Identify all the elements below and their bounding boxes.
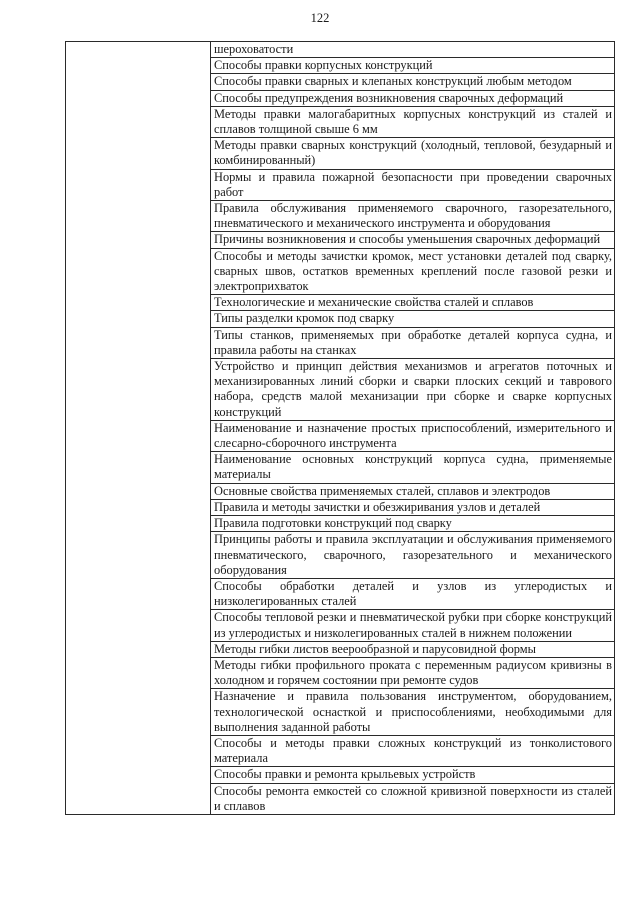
knowledge-item: Нормы и правила пожарной безопасности при проведении сварочных работ: [211, 169, 615, 200]
knowledge-item: Правила подготовки конструкций под сварку: [211, 516, 615, 532]
knowledge-item: Причины возникновения и способы уменьшения сварочных деформаций: [211, 232, 615, 248]
knowledge-item: Устройство и принцип действия механизмов и агрегатов поточных и механизированных линий сборки и сварки плоских секций и таврового набора, средств малой механизации при сборке и сварке корпусных конструкций: [211, 359, 615, 421]
knowledge-item: Назначение и правила пользования инструментом, оборудованием, технологической оснасткой и приспособлениями, необходимыми для выполнения заданной работы: [211, 689, 615, 736]
requirements-table: [65, 41, 615, 815]
knowledge-item: Способы правки и ремонта крыльевых устройств: [211, 767, 615, 783]
knowledge-item: Методы правки сварных конструкций (холодный, тепловой, безударный и комбинированный): [211, 138, 615, 169]
knowledge-item: Принципы работы и правила эксплуатации и обслуживания применяемого пневматического, сварочного, газорезательного и механического оборудования: [211, 532, 615, 579]
knowledge-item: Правила и методы зачистки и обезжиривания узлов и деталей: [211, 499, 615, 515]
knowledge-item: Наименование основных конструкций корпуса судна, применяемые материалы: [211, 452, 615, 483]
empty-left-cell: [66, 42, 211, 815]
knowledge-item: Наименование и назначение простых приспособлений, измерительного и слесарно-сборочного инструмента: [211, 420, 615, 451]
knowledge-item: Способы ремонта емкостей со сложной кривизной поверхности из сталей и сплавов: [211, 783, 615, 814]
knowledge-item: Основные свойства применяемых сталей, сплавов и электродов: [211, 483, 615, 499]
knowledge-item: Технологические и механические свойства сталей и сплавов: [211, 295, 615, 311]
knowledge-item: Способы и методы правки сложных конструкций из тонколистового материала: [211, 735, 615, 766]
knowledge-item: Типы разделки кромок под сварку: [211, 311, 615, 327]
table-row: [66, 42, 615, 58]
knowledge-item: Методы гибки профильного проката с переменным радиусом кривизны в холодном и горячем состоянии при ремонте судов: [211, 657, 615, 688]
knowledge-item: Способы предупреждения возникновения сварочных деформаций: [211, 90, 615, 106]
page-number: 122: [310, 11, 330, 25]
knowledge-item: Способы обработки деталей и узлов из углеродистых и низколегированных сталей: [211, 578, 615, 609]
knowledge-item: Правила обслуживания применяемого сварочного, газорезательного, пневматического и механического инструмента и оборудования: [211, 201, 615, 232]
knowledge-item: Способы тепловой резки и пневматической рубки при сборке конструкций из углеродистых и низколегированных сталей в нижнем положении: [211, 610, 615, 641]
knowledge-item: Методы гибки листов веерообразной и парусовидной формы: [211, 641, 615, 657]
knowledge-item: Способы правки корпусных конструкций: [211, 58, 615, 74]
knowledge-item: Типы станков, применяемых при обработке деталей корпуса судна, и правила работы на станках: [211, 327, 615, 358]
knowledge-item: Методы правки малогабаритных корпусных конструкций из сталей и сплавов толщиной свыше 6 мм: [211, 106, 615, 137]
knowledge-item: Способы правки сварных и клепаных конструкций любым методом: [211, 74, 615, 90]
table-body: [66, 42, 615, 815]
knowledge-item: Способы и методы зачистки кромок, мест установки деталей под сварку, сварных швов, остатков временных креплений после газовой резки и электроприхваток: [211, 248, 615, 295]
knowledge-item: шероховатости: [211, 42, 615, 58]
